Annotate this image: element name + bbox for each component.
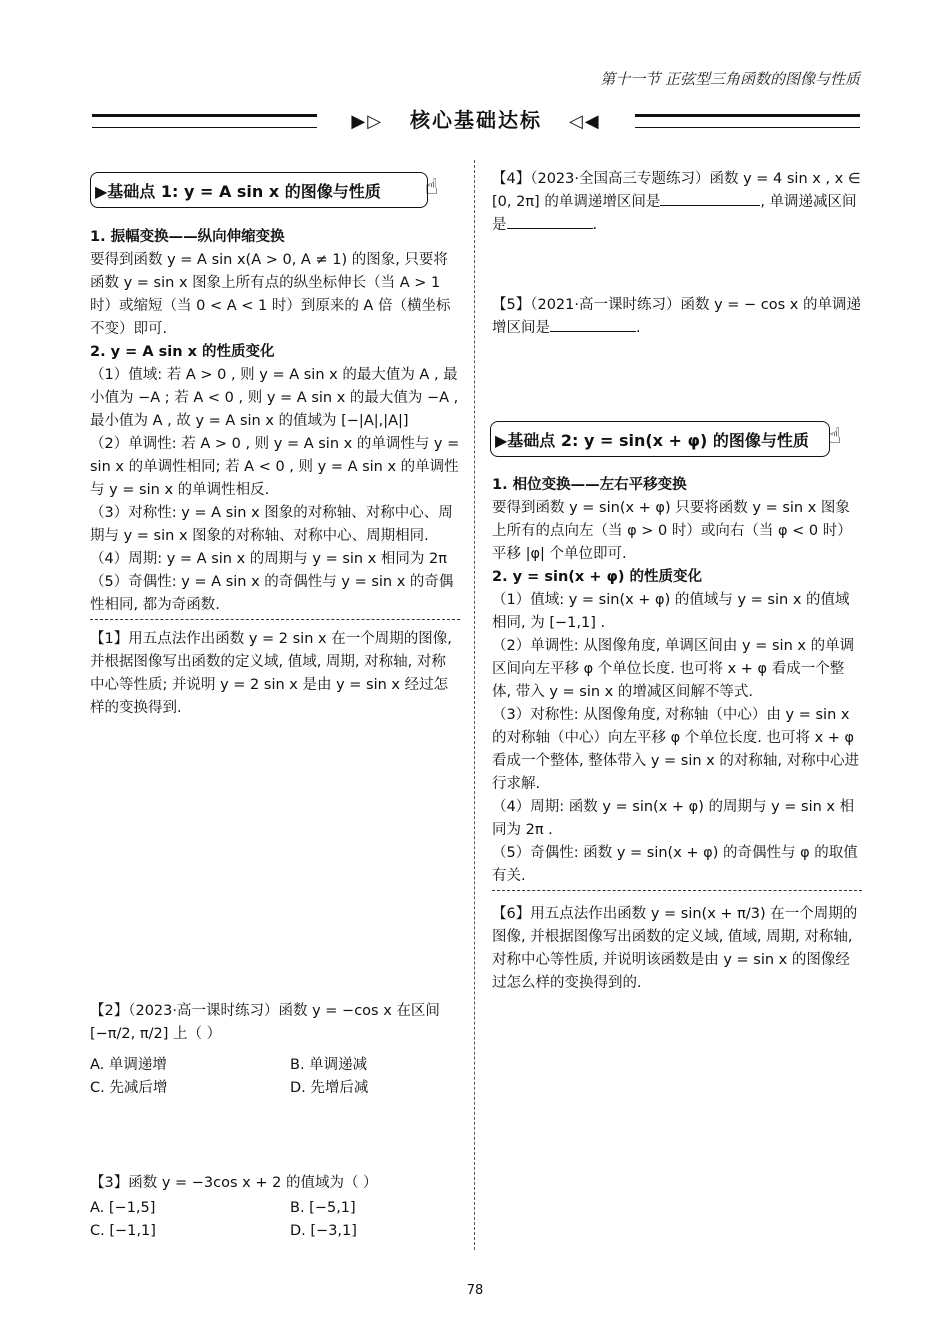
key-point-2-box (490, 421, 830, 457)
right-s2-title: 2. y = sin(x + φ) 的性质变化 (492, 569, 703, 585)
question-5-text: 【5】（2021·高一课时练习）函数 y = − cos x 的单调递增区间是 (492, 297, 861, 336)
question-2-options (90, 1054, 460, 1100)
left-dashed-separator (90, 619, 460, 620)
left-property-range: （1）值域: 若 A > 0 , 则 y = A sin x 的最大值为 A , 最小值为 −A ; 若 A < 0 , 则 y = A sin x 的最大值为 −A , 最小值为 A , 故 y = A sin x 的值域为 [−|A|,|A|] (90, 367, 459, 429)
right-property-monotonicity: （2）单调性: 从图像角度, 单调区间由 y = sin x 的单调区间向左平移 φ 个单位长度. 也可将 x + φ 看成一个整体, 带入 y = sin x 的增减区间解不等式. (492, 638, 855, 700)
left-s1-title: 1. 振幅变换——纵向伸缩变换 (90, 229, 285, 245)
question-2-option-b[interactable]: B. 单调递减 (290, 1057, 368, 1073)
key-point-1-title: ▶基础点 1: y = A sin x 的图像与性质 (95, 181, 381, 201)
right-property-parity: （5）奇偶性: 函数 y = sin(x + φ) 的奇偶性与 φ 的取值有关. (492, 845, 858, 884)
question-2-option-a[interactable]: A. 单调递增 (90, 1057, 167, 1073)
banner-rule-right (635, 114, 860, 128)
banner-title-group (344, 104, 608, 133)
question-6: 【6】用五点法作出函数 y = sin(x + π/3) 在一个周期的图像, 并根据图像写出函数的定义域, 值域, 周期, 对称轴, 对称中心等性质, 并说明该函数是由 y = sin x 的图像经过怎么样的变换得到的. (492, 906, 858, 991)
key-point-2-title: ▶基础点 2: y = sin(x + φ) 的图像与性质 (495, 430, 809, 450)
left-column (90, 226, 460, 720)
question-3-option-a[interactable]: A. [−1,5] (90, 1200, 156, 1216)
question-2 (90, 1000, 460, 1100)
pointing-hand-icon: ☝ (425, 175, 439, 200)
column-divider (474, 160, 475, 1250)
right-s1-title: 1. 相位变换——左右平移变换 (492, 477, 687, 493)
pointing-hand-icon: ☝ (828, 424, 842, 449)
section-banner (92, 104, 860, 134)
question-5: 【5】（2021·高一课时练习）函数 y = − cos x 的单调递增区间是 . (492, 297, 861, 336)
left-s1-body: 要得到函数 y = A sin x(A > 0, A ≠ 1) 的图象, 只要将函数 y = sin x 图象上所有点的纵坐标伸长（当 A > 1 时）或缩短（当 0 < A < 1 时）到原来的 A 倍（横坐标不变）即可. (90, 252, 451, 337)
question-3-option-d[interactable]: D. [−3,1] (290, 1223, 357, 1239)
question-3 (90, 1172, 460, 1243)
question-1: 【1】用五点法作出函数 y = 2 sin x 在一个周期的图像, 并根据图像写出函数的定义域, 值域, 周期, 对称轴, 对称中心等性质; 并说明 y = 2 sin x 是由 y = sin x 经过怎样的变换得到. (90, 631, 452, 716)
question-4-blank-1[interactable] (660, 205, 760, 206)
left-property-period: （4）周期: y = A sin x 的周期与 y = sin x 相同为 2π (90, 551, 447, 567)
question-2-option-d[interactable]: D. 先增后减 (290, 1080, 369, 1096)
right-s1-body: 要得到函数 y = sin(x + φ) 只要将函数 y = sin x 图象上所有的点向左（当 φ > 0 时）或向右（当 φ < 0 时）平移 |φ| 个单位即可. (492, 500, 852, 562)
question-3-option-c[interactable]: C. [−1,1] (90, 1223, 156, 1239)
question-3-options (90, 1197, 460, 1243)
left-property-symmetry: （3）对称性: y = A sin x 图象的对称轴、对称中心、周期与 y = sin x 图象的对称轴、对称中心、周期相同. (90, 505, 453, 544)
question-4-text-b: , 单调递减区间是 (492, 194, 857, 233)
banner-arrow-right-icon: ◁◀ (568, 111, 601, 132)
banner-rule-left (92, 114, 317, 128)
question-3-stem: 【3】函数 y = −3cos x + 2 的值域为（ ） (90, 1175, 378, 1191)
question-4: 【4】（2023·全国高三专题练习）函数 y = 4 sin x , x ∈ [0, 2π] 的单调递增区间是 , 单调递减区间是 . (492, 171, 861, 233)
question-2-stem: 【2】（2023·高一课时练习）函数 y = −cos x 在区间 [−π/2, π/2] 上（ ） (90, 1003, 440, 1042)
right-property-range: （1）值域: y = sin(x + φ) 的值域与 y = sin x 的值域相同, 为 [−1,1] . (492, 592, 850, 631)
key-point-1-box (90, 172, 428, 208)
question-2-option-c[interactable]: C. 先减后增 (90, 1080, 168, 1096)
question-5-blank[interactable] (550, 331, 636, 332)
right-property-symmetry: （3）对称性: 从图像角度, 对称轴（中心）由 y = sin x 的对称轴（中心）向左平移 φ 个单位长度. 也可将 x + φ 看成一个整体, 整体带入 y = sin x 的对称轴, 对称中心进行求解. (492, 707, 860, 792)
banner-title: 核心基础达标 (410, 108, 542, 132)
right-column (492, 474, 862, 995)
banner-arrow-left-icon: ▶▷ (351, 111, 384, 132)
right-property-period: （4）周期: 函数 y = sin(x + φ) 的周期与 y = sin x 相同为 2π . (492, 799, 855, 838)
left-property-monotonicity: （2）单调性: 若 A > 0 , 则 y = A sin x 的单调性与 y = sin x 的单调性相同; 若 A < 0 , 则 y = A sin x 的单调性与 y = sin x 的单调性相反. (90, 436, 460, 498)
left-s2-title: 2. y = A sin x 的性质变化 (90, 344, 275, 360)
question-4-text-a: 【4】（2023·全国高三专题练习）函数 y = 4 sin x , x ∈ [0, 2π] 的单调递增区间是 (492, 171, 861, 210)
question-3-option-b[interactable]: B. [−5,1] (290, 1200, 356, 1216)
page-number: 78 (466, 1283, 484, 1298)
left-property-parity: （5）奇偶性: y = A sin x 的奇偶性与 y = sin x 的奇偶性相同, 都为奇函数. (90, 574, 454, 613)
section-header: 第十一节 正弦型三角函数的图像与性质 (600, 70, 860, 88)
right-dashed-separator (492, 890, 862, 891)
question-4-blank-2[interactable] (507, 228, 593, 229)
